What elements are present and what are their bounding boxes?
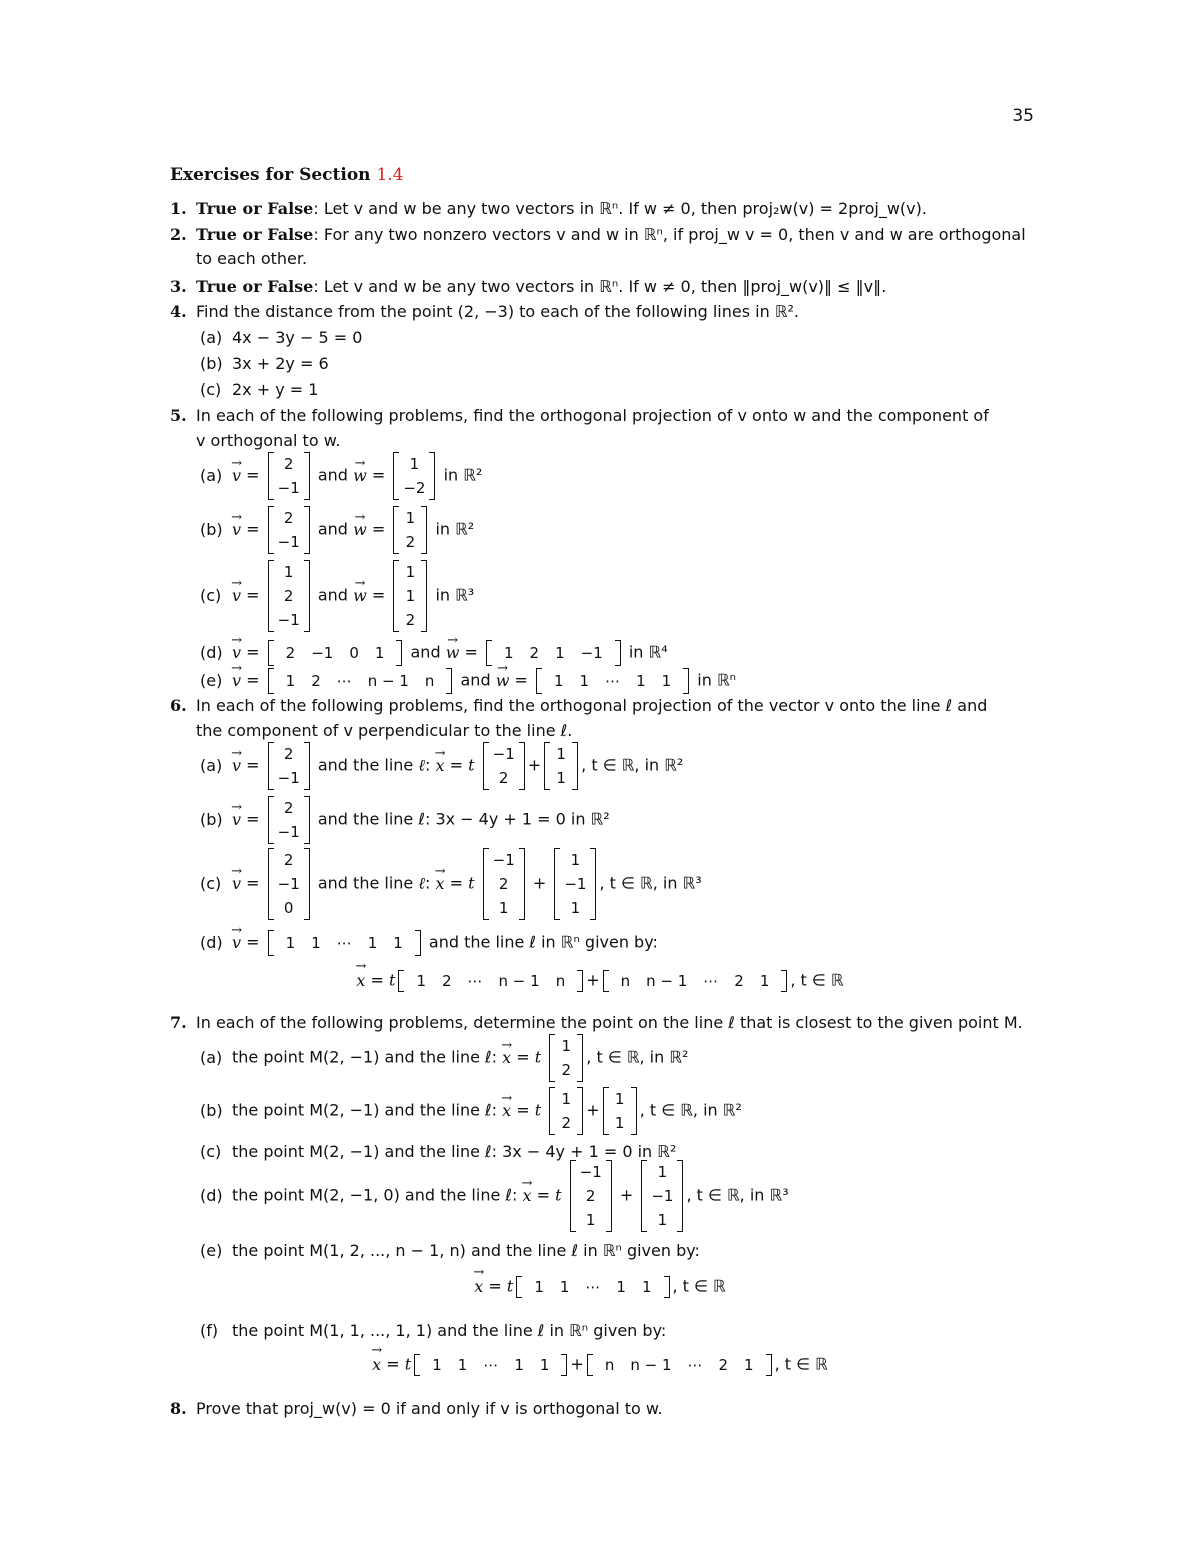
exercise-text: Find the distance from the point (2, −3) to each of the following lines in ℝ². <box>196 302 799 321</box>
matrix <box>587 1354 772 1376</box>
row-vector-w <box>536 668 689 694</box>
math-symbol: t <box>506 1276 514 1296</box>
right-bracket <box>577 1034 583 1082</box>
vector-entry: 2 <box>283 587 294 605</box>
vector-symbol: → v <box>232 585 241 607</box>
right-bracket <box>615 640 621 666</box>
vector-entry: ⋯ <box>467 972 483 990</box>
vector-entry: 1 <box>561 1090 572 1108</box>
vector-entry: −1 <box>580 644 603 662</box>
vector-entry: ⋯ <box>336 672 352 690</box>
exercise-text: In each of the following problems, determine the point on the line ℓ that is closest to the given point M. <box>196 1013 1023 1032</box>
vector-entry: −1 <box>579 1163 602 1181</box>
vector-symbol: → w <box>353 465 367 487</box>
vector-entry: n <box>620 972 631 990</box>
exercise-6 <box>170 695 987 717</box>
vector-symbol: → w <box>353 585 367 607</box>
vector-entry: −1 <box>277 875 300 893</box>
exercise-5b: (b)→ v = 2 −1 and → w = 1 2 in ℝ² <box>200 506 474 554</box>
vector-entry: 1 <box>374 644 385 662</box>
section-title <box>170 165 404 185</box>
right-bracket <box>590 848 596 920</box>
subpart-label: (a) <box>200 465 223 485</box>
vector-entry: −1 <box>277 611 300 629</box>
matrix <box>483 848 525 920</box>
right-bracket <box>519 848 525 920</box>
exercise-7b: (b) the point M(2, −1) and the line ℓ: → x = t 1 2 + 1 1 , t ∈ ℝ, in ℝ² <box>200 1087 742 1135</box>
matrix <box>570 1160 612 1232</box>
vector-entry: n − 1 <box>367 672 409 690</box>
exercise-7f: (f) the point M(1, 1, ..., 1, 1) and the line ℓ in ℝⁿ given by: <box>200 1321 667 1340</box>
vector-entry: 1 <box>285 672 296 690</box>
column-vector-entries <box>274 796 304 844</box>
right-bracket <box>606 1160 612 1232</box>
exercise-7f-equation: → x = t 1 1 ⋯ 1 1 + n n − 1 ⋯ 2 1 , t ∈ ℝ <box>0 1354 1200 1376</box>
vector-symbol: → v <box>232 670 241 692</box>
exercise-6d-equation: → x = t 1 2 ⋯ n − 1 n + n n − 1 ⋯ 2 1 , t ∈ ℝ <box>0 970 1200 992</box>
vector-entry: n − 1 <box>498 972 540 990</box>
vector-entry: 1 <box>661 672 672 690</box>
column-vector-entries <box>399 506 421 554</box>
vector-symbol: → x <box>474 1277 483 1296</box>
matrix <box>544 742 578 790</box>
exercise-5e: (e)→ v = 1 2 ⋯ n − 1 n and → w = 1 1 ⋯ 1 1 in ℝⁿ <box>200 668 736 694</box>
vector-entry: 1 <box>534 1278 544 1296</box>
column-vector-entries <box>489 742 519 790</box>
subpart-label: (e) <box>200 670 223 690</box>
true-false-label: True or False <box>196 199 314 218</box>
row-vector-v <box>268 668 453 694</box>
vector-symbol: → x <box>502 1100 511 1122</box>
exercise-number: 3. <box>170 277 187 296</box>
vector-entry: 1 <box>641 1278 652 1296</box>
math-symbol: t <box>404 1354 412 1374</box>
exercise-5a: (a)→ v = 2 −1 and → w = 1 −2 in ℝ² <box>200 452 482 500</box>
vector-entry: 1 <box>416 972 426 990</box>
vector-entry: −1 <box>492 851 515 869</box>
right-bracket <box>781 970 787 992</box>
vector-entry: 1 <box>585 1211 596 1229</box>
vector-entry: 0 <box>349 644 359 662</box>
vector-entry: 1 <box>614 1090 625 1108</box>
vector-entry: 0 <box>283 899 294 917</box>
vector-entry: −1 <box>651 1187 674 1205</box>
vector-symbol: → x <box>436 755 445 777</box>
vector-entry: 2 <box>283 509 294 527</box>
vector-entry: −1 <box>492 745 515 763</box>
true-false-label: True or False <box>196 277 314 296</box>
right-bracket <box>519 742 525 790</box>
vector-entry: −1 <box>277 479 300 497</box>
row-vector-entries <box>274 668 447 694</box>
right-bracket <box>421 560 427 632</box>
vector-entry: 2 <box>283 455 294 473</box>
page-number: 35 <box>1012 106 1034 126</box>
vector-entry: 1 <box>555 644 565 662</box>
subpart-label: (c) <box>200 380 222 399</box>
vector-entry: n − 1 <box>646 972 688 990</box>
math-symbol: t <box>534 1047 542 1067</box>
true-false-label: True or False <box>196 225 314 244</box>
vector-entry: −1 <box>277 823 300 841</box>
column-vector-entries <box>274 506 304 554</box>
matrix <box>268 742 310 790</box>
column-vector-entries <box>576 1160 606 1232</box>
exercise-8 <box>170 1398 663 1420</box>
vector-symbol: → v <box>232 932 241 954</box>
exercise-text: : Let v and w be any two vectors in ℝⁿ. If w ≠ 0, then ‖proj_w(v)‖ ≤ ‖v‖. <box>313 277 887 296</box>
vector-symbol: → x <box>356 971 365 990</box>
right-bracket <box>664 1276 670 1298</box>
vector-entry: 1 <box>539 1356 550 1374</box>
vector-entry: 1 <box>498 899 509 917</box>
exercise-7c: (c) the point M(2, −1) and the line ℓ: 3x − 4y + 1 = 0 in ℝ² <box>200 1142 677 1161</box>
vector-entry: −1 <box>564 875 587 893</box>
exercise-7e-equation: → x = t 1 1 ⋯ 1 1 , t ∈ ℝ <box>0 1276 1200 1298</box>
vector-entry: 1 <box>405 587 416 605</box>
vector-v <box>268 452 310 500</box>
right-bracket <box>631 1087 637 1135</box>
vector-entry: n − 1 <box>630 1356 672 1374</box>
vector-entry: 2 <box>498 769 509 787</box>
vector-entry: 1 <box>514 1356 524 1374</box>
exercise-4 <box>170 301 799 323</box>
right-bracket <box>304 742 310 790</box>
vector-entry: 1 <box>759 972 770 990</box>
vector-entry: 1 <box>405 509 416 527</box>
math-symbol: t <box>389 970 396 990</box>
exercise-number: 1. <box>170 199 187 218</box>
right-bracket <box>766 1354 772 1376</box>
right-bracket <box>421 506 427 554</box>
subpart-label: (a) <box>200 755 223 775</box>
exercise-6-continuation: the component of v perpendicular to the line ℓ. <box>196 721 573 740</box>
vector-entry: 1 <box>657 1163 668 1181</box>
column-vector-entries <box>555 1034 577 1082</box>
row-vector-entries <box>420 1354 561 1376</box>
vector-entry: ⋯ <box>605 672 621 690</box>
subpart-label: (d) <box>200 932 223 952</box>
row-vector-entries <box>593 1354 766 1376</box>
subpart-label: (e) <box>200 1241 223 1260</box>
subpart-label: (a) <box>200 1047 223 1067</box>
exercise-text: In each of the following problems, find the orthogonal projection of the vector v onto the line ℓ and <box>196 696 988 715</box>
vector-entry: ⋯ <box>585 1278 601 1296</box>
vector-entry: 2 <box>441 972 452 990</box>
math-symbol: t <box>555 1185 562 1205</box>
vector-entry: 2 <box>585 1187 596 1205</box>
vector-symbol: → x <box>372 1355 381 1374</box>
right-bracket <box>677 1160 683 1232</box>
exercise-number: 2. <box>170 225 187 244</box>
vector-entry: n <box>604 1356 615 1374</box>
vector-entry: 1 <box>367 934 378 952</box>
subpart-label: (b) <box>200 1100 223 1120</box>
right-bracket <box>304 506 310 554</box>
vector-entry: 1 <box>311 934 321 952</box>
matrix <box>549 1034 583 1082</box>
vector-entry: ⋯ <box>687 1356 703 1374</box>
exercise-text: Prove that proj_w(v) = 0 if and only if v is orthogonal to w. <box>196 1399 663 1418</box>
section-link[interactable]: 1.4 <box>376 165 404 185</box>
exercise-number: 7. <box>170 1013 187 1032</box>
vector-entry: 1 <box>579 672 590 690</box>
vector-entry: 2 <box>561 1061 572 1079</box>
exercise-7e: (e) the point M(1, 2, ..., n − 1, n) and the line ℓ in ℝⁿ given by: <box>200 1241 700 1260</box>
vector-entry: 1 <box>556 769 566 787</box>
exercise-4b: (b) 3x + 2y = 6 <box>200 354 329 373</box>
vector-entry: 1 <box>556 745 566 763</box>
vector-entry: −2 <box>403 479 426 497</box>
vector-symbol: → v <box>232 873 241 895</box>
column-vector-entries <box>399 560 421 632</box>
right-bracket <box>446 668 452 694</box>
matrix <box>268 848 310 920</box>
subpart-label: (c) <box>200 585 222 605</box>
vector-symbol: → x <box>522 1185 531 1207</box>
matrix <box>268 796 310 844</box>
matrix <box>549 1087 583 1135</box>
vector-entry: n <box>555 972 566 990</box>
vector-symbol: → w <box>446 642 460 664</box>
math-symbol: ℓ <box>418 755 426 775</box>
vector-symbol: → v <box>232 642 241 664</box>
right-bracket <box>683 668 689 694</box>
vector-symbol: → w <box>496 670 510 692</box>
right-bracket <box>304 848 310 920</box>
column-vector-entries <box>647 1160 677 1232</box>
vector-entry: 1 <box>559 1278 570 1296</box>
subpart-label: (b) <box>200 519 223 539</box>
math-symbol: t <box>468 873 475 893</box>
row-vector-entries <box>609 970 782 992</box>
exercise-text: : Let v and w be any two vectors in ℝⁿ. If w ≠ 0, then proj₂w(v) = 2proj_w(v). <box>313 199 927 218</box>
vector-entry: 1 <box>457 1356 468 1374</box>
vector-entry: 2 <box>283 851 294 869</box>
vector-v <box>268 560 310 632</box>
vector-symbol: → v <box>232 755 241 777</box>
matrix <box>414 1354 567 1376</box>
right-bracket <box>429 452 435 500</box>
vector-entry: −1 <box>311 644 334 662</box>
subpart-label: (a) <box>200 328 223 347</box>
row-vector-entries <box>542 668 683 694</box>
vector-entry: 2 <box>529 644 540 662</box>
vector-entry: 1 <box>432 1356 442 1374</box>
exercise-number: 6. <box>170 696 187 715</box>
exercise-7d: (d) the point M(2, −1, 0) and the line ℓ: → x = t −1 2 1 + 1 −1 1 , t ∈ ℝ, in ℝ³ <box>200 1160 789 1232</box>
right-bracket <box>577 970 583 992</box>
exercise-5-continuation: v orthogonal to w. <box>196 431 341 450</box>
subpart-label: (d) <box>200 642 223 662</box>
vector-entry: −1 <box>277 533 300 551</box>
column-vector-entries <box>274 848 304 920</box>
right-bracket <box>304 452 310 500</box>
row-vector-entries <box>522 1276 663 1298</box>
row-vector-entries <box>274 640 397 666</box>
vector-entry: 2 <box>561 1114 572 1132</box>
vector-entry: 2 <box>718 1356 729 1374</box>
subpart-label: (b) <box>200 354 223 373</box>
vector-entry: 1 <box>393 934 403 952</box>
subpart-label: (c) <box>200 873 222 893</box>
vector-entry: 2 <box>405 611 416 629</box>
vector-w <box>393 506 427 554</box>
math-symbol: ℓ <box>418 873 426 893</box>
math-symbol: t <box>468 755 475 775</box>
section-prefix: Exercises for Section <box>170 165 377 185</box>
exercise-number: 8. <box>170 1399 187 1418</box>
vector-entry: ⋯ <box>483 1356 499 1374</box>
exercise-2 <box>170 224 1026 246</box>
vector-entry: 2 <box>311 672 321 690</box>
exercise-6d: (d)→ v = 1 1 ⋯ 1 1 and the line ℓ in ℝⁿ given by: <box>200 930 658 956</box>
matrix <box>268 930 421 956</box>
exercise-4a: (a) 4x − 3y − 5 = 0 <box>200 328 363 347</box>
vector-entry: ⋯ <box>336 934 352 952</box>
math-symbol: t <box>534 1100 542 1120</box>
vector-w <box>393 560 427 632</box>
matrix <box>554 848 596 920</box>
matrix <box>641 1160 683 1232</box>
vector-entry: 1 <box>614 1114 625 1132</box>
exercise-number: 5. <box>170 406 187 425</box>
vector-entry: 1 <box>405 563 416 581</box>
matrix <box>603 1087 637 1135</box>
right-bracket <box>396 640 402 666</box>
vector-entry: 2 <box>734 972 744 990</box>
row-vector-v <box>268 640 403 666</box>
exercise-text: : For any two nonzero vectors v and w in ℝⁿ, if proj_w v = 0, then v and w are orthogonal <box>313 225 1026 244</box>
vector-symbol: → v <box>232 519 241 541</box>
exercise-7 <box>170 1012 1023 1034</box>
vector-symbol: → v <box>232 809 241 831</box>
exercise-6c: (c)→ v = 2 −1 0 and the line ℓ: → x = t −1 2 1 + 1 −1 1 , t ∈ ℝ, in ℝ³ <box>200 848 702 920</box>
vector-entry: 1 <box>570 899 581 917</box>
right-bracket <box>561 1354 567 1376</box>
vector-entry: 1 <box>570 851 581 869</box>
vector-symbol: → v <box>232 465 241 487</box>
vector-entry: 1 <box>285 934 296 952</box>
matrix <box>483 742 525 790</box>
row-vector-entries <box>492 640 615 666</box>
vector-entry: 1 <box>561 1037 572 1055</box>
vector-entry: ⋯ <box>703 972 719 990</box>
right-bracket <box>415 930 421 956</box>
subpart-label: (c) <box>200 1142 222 1161</box>
vector-entry: 1 <box>744 1356 754 1374</box>
vector-entry: 2 <box>283 799 294 817</box>
row-vector-entries <box>274 930 415 956</box>
matrix <box>603 970 788 992</box>
exercise-6b: (b)→ v = 2 −1 and the line ℓ: 3x − 4y + 1 = 0 in ℝ² <box>200 796 610 844</box>
column-vector-entries <box>274 742 304 790</box>
vector-entry: 2 <box>285 644 296 662</box>
exercise-6a: (a)→ v = 2 −1 and the line ℓ: → x = t −1 2 + 1 1 , t ∈ ℝ, in ℝ² <box>200 742 683 790</box>
exercise-3 <box>170 276 886 298</box>
vector-symbol: → w <box>353 519 367 541</box>
matrix <box>398 970 583 992</box>
vector-entry: −1 <box>277 769 300 787</box>
right-bracket <box>304 560 310 632</box>
vector-entry: 1 <box>283 563 294 581</box>
matrix <box>516 1276 669 1298</box>
vector-entry: 1 <box>409 455 420 473</box>
vector-entry: 2 <box>498 875 509 893</box>
right-bracket <box>304 796 310 844</box>
subpart-label: (d) <box>200 1185 223 1205</box>
column-vector-entries <box>609 1087 631 1135</box>
right-bracket <box>577 1087 583 1135</box>
exercise-5 <box>170 405 989 427</box>
exercise-5d: (d)→ v = 2 −1 0 1 and → w = 1 2 1 −1 in ℝ⁴ <box>200 640 668 666</box>
right-bracket <box>572 742 578 790</box>
vector-entry: n <box>424 672 435 690</box>
vector-entry: 1 <box>657 1211 668 1229</box>
subpart-label: (b) <box>200 809 223 829</box>
column-vector-entries <box>560 848 590 920</box>
vector-v <box>268 506 310 554</box>
vector-entry: 2 <box>283 745 294 763</box>
column-vector-entries <box>274 560 304 632</box>
vector-entry: 1 <box>504 644 514 662</box>
column-vector-entries <box>555 1087 577 1135</box>
vector-entry: 1 <box>554 672 564 690</box>
exercise-5c: (c)→ v = 1 2 −1 and → w = 1 1 2 in ℝ³ <box>200 560 474 632</box>
exercise-7a: (a) the point M(2, −1) and the line ℓ: → x = t 1 2 , t ∈ ℝ, in ℝ² <box>200 1034 688 1082</box>
column-vector-entries <box>550 742 572 790</box>
vector-entry: 1 <box>636 672 646 690</box>
column-vector-entries <box>274 452 304 500</box>
exercise-1 <box>170 198 927 220</box>
exercise-text: In each of the following problems, find the orthogonal projection of v onto w and the component of <box>196 406 989 425</box>
exercise-number: 4. <box>170 302 187 321</box>
exercise-4c: (c) 2x + y = 1 <box>200 380 319 399</box>
subpart-label: (f) <box>200 1321 219 1340</box>
column-vector-entries <box>399 452 429 500</box>
vector-entry: 1 <box>616 1278 626 1296</box>
vector-symbol: → x <box>436 873 445 895</box>
exercise-2-continuation: to each other. <box>196 249 308 268</box>
vector-entry: 2 <box>405 533 416 551</box>
vector-symbol: → x <box>502 1047 511 1069</box>
column-vector-entries <box>489 848 519 920</box>
row-vector-entries <box>404 970 577 992</box>
vector-w <box>393 452 435 500</box>
